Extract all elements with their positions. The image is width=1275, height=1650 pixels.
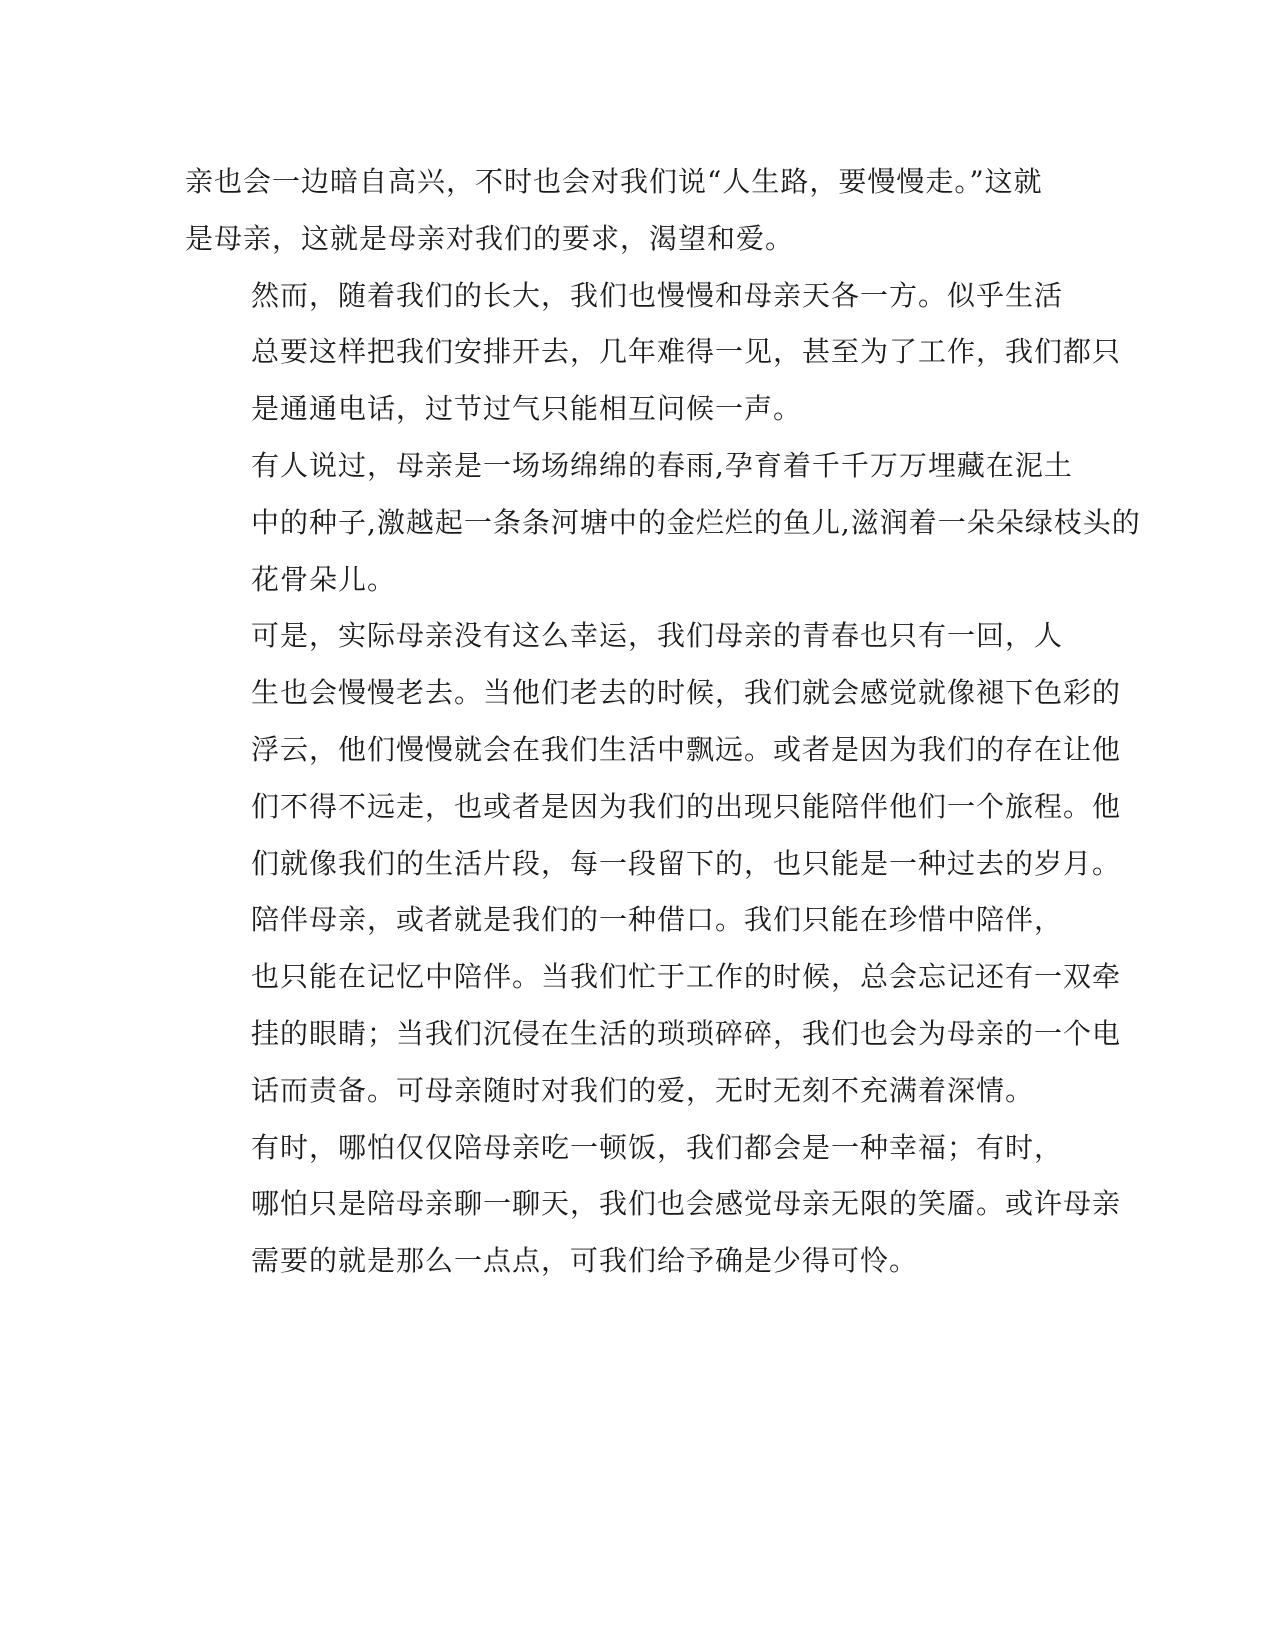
text-line: 们就像我们的生活片段，每一段留下的，也只能是一种过去的岁月。 <box>251 846 1122 880</box>
paragraph-4 <box>185 608 1122 892</box>
paragraph-6 <box>185 1120 1122 1290</box>
text-line: 是母亲，这就是母亲对我们的要求，渴望和爱。 <box>185 221 795 255</box>
text-line: 陪伴母亲，或者就是我们的一种借口。我们只能在珍惜中陪伴， <box>251 903 1064 937</box>
text-line: 也只能在记忆中陪伴。当我们忙于工作的时候，总会忘记还有一双牵 <box>251 960 1122 994</box>
text-line: 需要的就是那么一点点，可我们给予确是少得可怜。 <box>251 1244 919 1278</box>
text-line: 是通通电话，过节过气只能相互问候一声。 <box>251 392 803 426</box>
text-line: 然而，随着我们的长大，我们也慢慢和母亲天各一方。似乎生活 <box>251 278 1064 312</box>
text-line: 中的种子,激越起一条条河塘中的金烂烂的鱼儿,滋润着一朵朵绿枝头的 <box>251 505 1141 539</box>
paragraph-5 <box>185 892 1122 1119</box>
text-line: 话而责备。可母亲随时对我们的爱，无时无刻不充满着深情。 <box>251 1073 1035 1107</box>
text-line: 生也会慢慢老去。当他们老去的时候，我们就会感觉就像褪下色彩的 <box>251 676 1122 710</box>
text-line: 有人说过，母亲是一场场绵绵的春雨,孕育着千千万万埋藏在泥土 <box>251 448 1073 482</box>
text-line: 总要这样把我们安排开去，几年难得一见，甚至为了工作，我们都只 <box>251 335 1122 369</box>
paragraph-1 <box>185 154 1085 268</box>
text-line: 可是，实际母亲没有这么幸运，我们母亲的青春也只有一回，人 <box>251 619 1064 653</box>
text-line: 有时，哪怕仅仅陪母亲吃一顿饭，我们都会是一种幸福；有时， <box>251 1130 1064 1164</box>
body-text <box>185 154 1141 1290</box>
text-line: 花骨朵儿。 <box>251 562 397 596</box>
text-line: 哪怕只是陪母亲聊一聊天，我们也会感觉母亲无限的笑靥。或许母亲 <box>251 1187 1122 1221</box>
text-line: 们不得不远走，也或者是因为我们的出现只能陪伴他们一个旅程。他 <box>251 789 1122 823</box>
text-line: 浮云，他们慢慢就会在我们生活中飘远。或者是因为我们的存在让他 <box>251 732 1122 766</box>
paragraph-3 <box>185 438 1141 608</box>
text-line: 挂的眼睛；当我们沉侵在生活的琐琐碎碎，我们也会为母亲的一个电 <box>251 1016 1122 1050</box>
text-line: 亲也会一边暗自高兴，不时也会对我们说“人生路，要慢慢走。”这就 <box>185 165 1043 198</box>
paragraph-2 <box>185 268 1122 438</box>
